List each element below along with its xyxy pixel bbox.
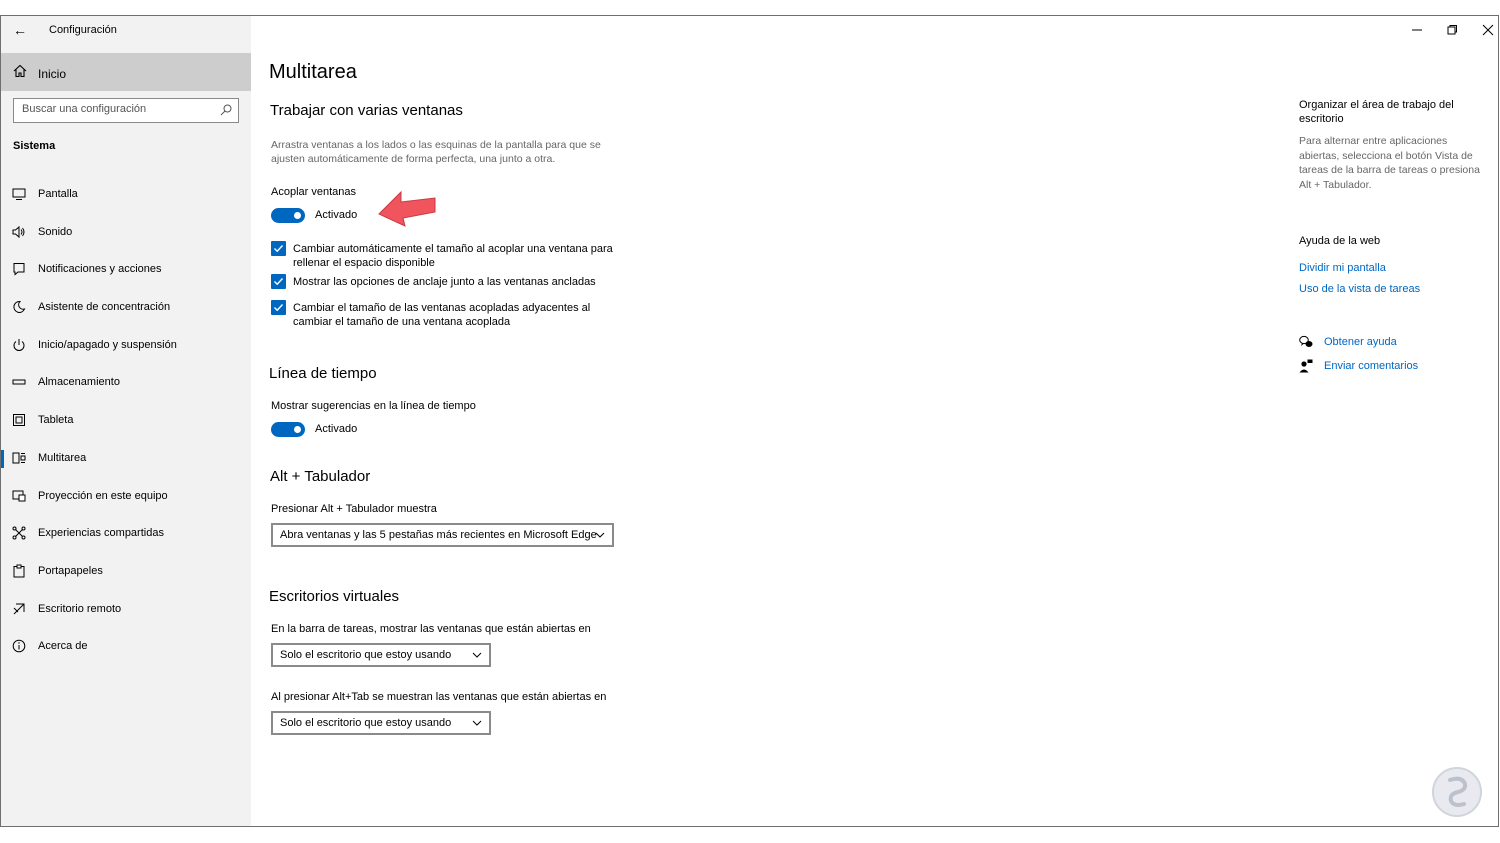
sidebar-item-almacenamiento[interactable] bbox=[1, 365, 251, 403]
feedback-person-icon bbox=[1299, 359, 1313, 373]
back-arrow-icon[interactable]: ← bbox=[13, 22, 27, 38]
virtual-taskbar-select[interactable] bbox=[271, 643, 491, 667]
sidebar-item-label: Portapapeles bbox=[38, 564, 103, 577]
search-box[interactable] bbox=[13, 98, 239, 123]
timeline-toggle[interactable] bbox=[271, 422, 305, 437]
notification-icon bbox=[12, 262, 26, 276]
active-indicator bbox=[1, 450, 4, 468]
toggle-knob bbox=[294, 426, 301, 433]
checkbox-row bbox=[271, 274, 631, 292]
sidebar-item-home[interactable] bbox=[1, 53, 251, 91]
snap-toggle-state: Activado bbox=[315, 209, 358, 221]
sidebar-item-label: Sonido bbox=[38, 225, 73, 238]
section-header: Sistema bbox=[13, 140, 56, 152]
checkmark-icon bbox=[273, 243, 284, 254]
sidebar-item-acerca-de[interactable] bbox=[1, 629, 251, 667]
timeline-toggle-state: Activado bbox=[315, 423, 358, 435]
sidebar-item-label: Notificaciones y acciones bbox=[38, 263, 162, 276]
search-icon bbox=[220, 104, 232, 116]
monitor-icon bbox=[12, 187, 26, 201]
page-title: Multitarea bbox=[269, 61, 357, 83]
alttab-select[interactable] bbox=[271, 523, 614, 547]
tablet-icon bbox=[12, 413, 26, 427]
multitask-icon bbox=[12, 451, 26, 465]
checkbox-resize-adjacent[interactable] bbox=[271, 300, 286, 315]
annotation-arrow-icon bbox=[377, 188, 439, 228]
toggle-knob bbox=[294, 212, 301, 219]
checkbox-label: Mostrar las opciones de anclaje junto a las ventanas ancladas bbox=[293, 276, 596, 288]
power-icon bbox=[12, 338, 26, 352]
minimize-icon[interactable] bbox=[1410, 23, 1424, 37]
sidebar-item-energia[interactable] bbox=[1, 328, 251, 366]
alttab-label: Presionar Alt + Tabulador muestra bbox=[271, 503, 437, 515]
sidebar-item-concentracion[interactable] bbox=[1, 290, 251, 328]
sidebar-item-label: Proyección en este equipo bbox=[38, 489, 168, 502]
timeline-heading: Línea de tiempo bbox=[269, 365, 377, 382]
select-value: Solo el escritorio que estoy usando bbox=[280, 649, 452, 661]
chevron-down-icon bbox=[595, 531, 605, 539]
clipboard-icon bbox=[12, 564, 26, 578]
restore-icon[interactable] bbox=[1445, 23, 1459, 37]
snap-description: Arrastra ventanas a los lados o las esquinas de la pantalla para que se ajusten automáticamente de forma perfecta, una junto a otra. bbox=[271, 139, 601, 165]
sidebar-item-label: Tableta bbox=[38, 414, 74, 427]
sidebar-nav bbox=[1, 177, 251, 667]
sidebar-item-label: Acerca de bbox=[38, 640, 88, 653]
sidebar-item-label: Asistente de concentración bbox=[38, 301, 171, 314]
sidebar-item-proyeccion[interactable] bbox=[1, 479, 251, 517]
timeline-toggle-label: Mostrar sugerencias en la línea de tiempo bbox=[271, 400, 476, 412]
get-help-link[interactable]: Obtener ayuda bbox=[1324, 336, 1397, 348]
remote-desktop-icon bbox=[12, 602, 26, 616]
select-value: Abra ventanas y las 5 pestañas más recientes en Microsoft Edge bbox=[280, 529, 597, 541]
checkbox-row bbox=[271, 300, 631, 330]
sidebar-item-label: Pantalla bbox=[38, 188, 78, 200]
link-split-screen[interactable]: Dividir mi pantalla bbox=[1299, 262, 1386, 274]
sidebar-item-sonido[interactable] bbox=[1, 215, 251, 253]
checkbox-label: Cambiar el tamaño de las ventanas acopladas adyacentes al cambiar el tamaño de una ventana acoplada bbox=[293, 302, 591, 328]
moon-icon bbox=[12, 300, 26, 314]
sidebar-item-multitarea[interactable] bbox=[1, 441, 251, 479]
get-help-row[interactable] bbox=[1299, 335, 1499, 351]
snap-toggle[interactable] bbox=[271, 208, 305, 223]
checkmark-icon bbox=[273, 276, 284, 287]
sidebar-item-label: Almacenamiento bbox=[38, 376, 120, 389]
checkbox-label: Cambiar automáticamente el tamaño al acoplar una ventana para rellenar el espacio disponible bbox=[293, 243, 613, 269]
chat-help-icon bbox=[1299, 335, 1313, 349]
home-label: Inicio bbox=[38, 67, 67, 81]
virtual-taskbar-label: En la barra de tareas, mostrar las ventanas que están abiertas en bbox=[271, 623, 591, 635]
checkbox-auto-resize[interactable] bbox=[271, 241, 286, 256]
sidebar-item-label: Escritorio remoto bbox=[38, 602, 122, 615]
storage-icon bbox=[12, 375, 26, 389]
chevron-down-icon bbox=[472, 651, 482, 659]
feedback-row[interactable] bbox=[1299, 359, 1499, 375]
sidebar-item-pantalla[interactable] bbox=[1, 177, 251, 215]
home-icon bbox=[13, 64, 27, 78]
snap-heading: Trabajar con varias ventanas bbox=[270, 102, 463, 119]
feedback-link[interactable]: Enviar comentarios bbox=[1324, 360, 1419, 372]
close-icon[interactable] bbox=[1481, 23, 1495, 37]
sidebar-item-label: Inicio/apagado y suspensión bbox=[38, 338, 177, 351]
link-task-view[interactable]: Uso de la vista de tareas bbox=[1299, 283, 1421, 295]
speaker-icon bbox=[12, 225, 26, 239]
sidebar-item-label: Experiencias compartidas bbox=[38, 527, 164, 540]
virtual-desktops-heading: Escritorios virtuales bbox=[269, 588, 400, 605]
checkbox-row bbox=[271, 241, 631, 271]
checkbox-snap-options[interactable] bbox=[271, 274, 286, 289]
main-content bbox=[269, 16, 1169, 826]
sidebar-item-notificaciones[interactable] bbox=[1, 252, 251, 290]
snap-toggle-label: Acoplar ventanas bbox=[271, 186, 356, 198]
alttab-heading: Alt + Tabulador bbox=[270, 468, 371, 485]
projection-icon bbox=[12, 489, 26, 503]
sidebar bbox=[1, 16, 251, 826]
settings-window bbox=[0, 15, 1499, 827]
sidebar-item-tableta[interactable] bbox=[1, 403, 251, 441]
sidebar-item-compartidas[interactable] bbox=[1, 516, 251, 554]
virtual-alttab-select[interactable] bbox=[271, 711, 491, 735]
search-input[interactable] bbox=[22, 103, 212, 115]
watermark-logo-icon bbox=[1431, 766, 1483, 818]
info-icon bbox=[12, 639, 26, 653]
share-icon bbox=[12, 526, 26, 540]
chevron-down-icon bbox=[472, 719, 482, 727]
organize-text: Para alternar entre aplicaciones abiertas, selecciona el botón Vista de tareas de la barra de tareas o presiona Alt + Tabulador. bbox=[1299, 135, 1480, 191]
web-help-title: Ayuda de la web bbox=[1299, 235, 1381, 247]
select-value: Solo el escritorio que estoy usando bbox=[280, 717, 452, 729]
checkmark-icon bbox=[273, 302, 284, 313]
app-title: Configuración bbox=[49, 24, 117, 36]
sidebar-item-label: Multitarea bbox=[38, 451, 87, 464]
title-bar bbox=[1, 16, 251, 46]
virtual-alttab-label: Al presionar Alt+Tab se muestran las ventanas que están abiertas en bbox=[271, 691, 607, 703]
organize-title: Organizar el área de trabajo del escritorio bbox=[1299, 99, 1454, 125]
sidebar-item-escritorio-remoto[interactable] bbox=[1, 592, 251, 630]
sidebar-item-portapapeles[interactable] bbox=[1, 554, 251, 592]
